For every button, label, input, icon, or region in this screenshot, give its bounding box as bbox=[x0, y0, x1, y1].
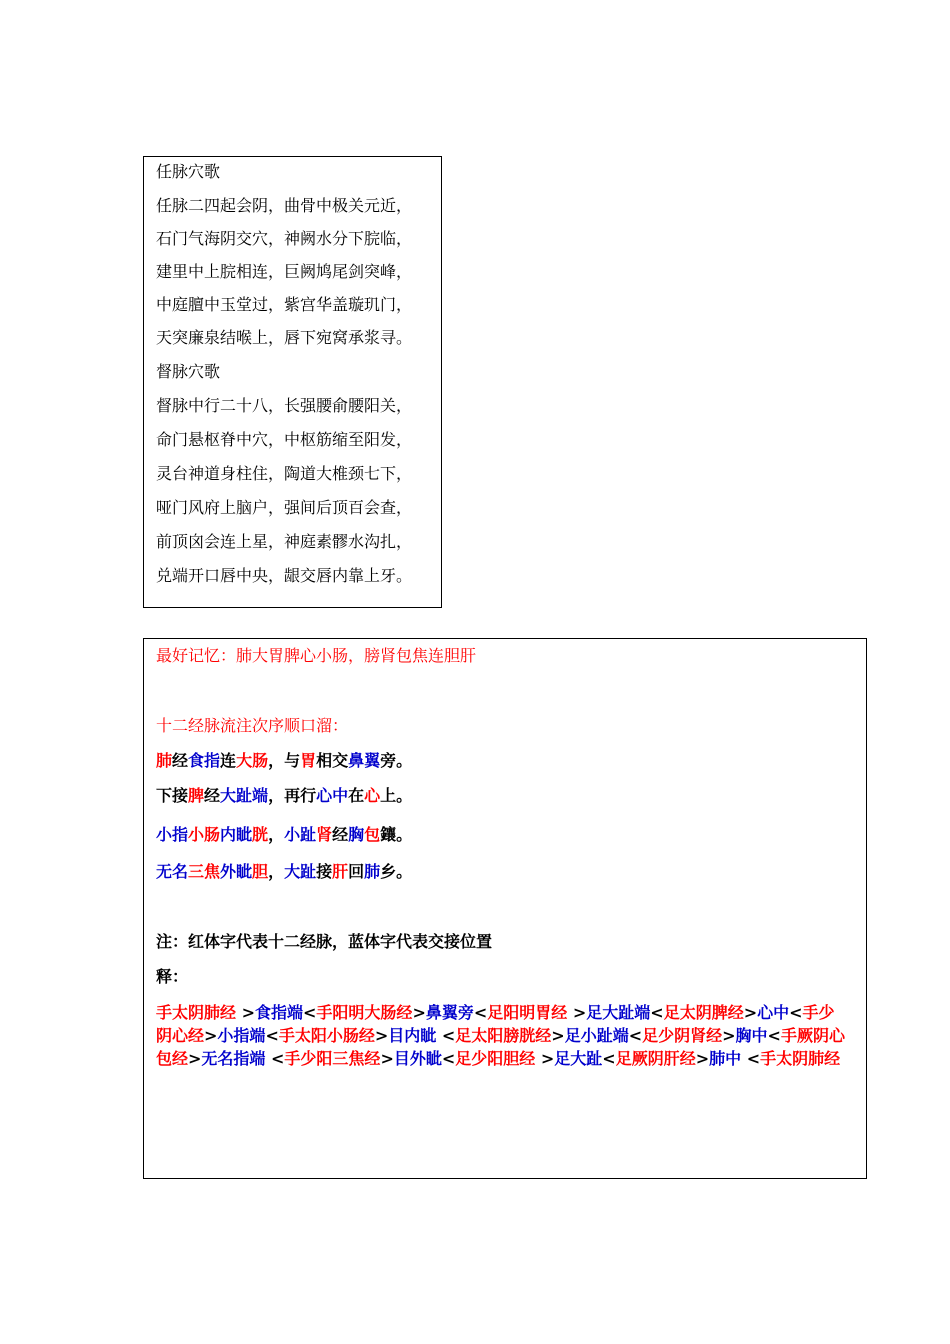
text-segment: 相交 bbox=[316, 751, 349, 770]
junction-term: 内眦 bbox=[220, 825, 253, 844]
junction-term: 肺 bbox=[364, 862, 381, 881]
text-segment: < bbox=[265, 1049, 285, 1068]
meridian-term: 足阳明胃经 bbox=[487, 1003, 568, 1022]
text-segment: < bbox=[602, 1049, 616, 1068]
meridian-term: 足少阳胆经 bbox=[455, 1049, 536, 1068]
text-segment: 回 bbox=[348, 862, 365, 881]
junction-term: 食指 bbox=[188, 751, 221, 770]
text-segment: 经 bbox=[204, 786, 221, 805]
explain-label: 释： bbox=[156, 967, 189, 986]
meridian-term: 肝 bbox=[332, 862, 349, 881]
text-segment: > bbox=[722, 1026, 736, 1045]
du-line-1: 督脉中行二十八，长强腰俞腰阳关， bbox=[156, 396, 413, 415]
meridian-term: 肾 bbox=[316, 825, 333, 844]
junction-term: 目外眦 bbox=[393, 1049, 442, 1068]
meridian-term: 手太阴肺经 bbox=[156, 1003, 237, 1022]
junction-term: 鼻翼旁 bbox=[425, 1003, 474, 1022]
text-segment: > bbox=[551, 1026, 565, 1045]
text-segment: > bbox=[743, 1003, 758, 1022]
rhyme-line-4 bbox=[156, 862, 412, 882]
rhyme-line-1 bbox=[156, 751, 412, 771]
text-segment: 接 bbox=[316, 862, 333, 881]
meridian-term: 足少阴肾经 bbox=[642, 1026, 723, 1045]
meridian-term: 小肠 bbox=[188, 825, 221, 844]
rhyme-title: 十二经脉流注次序顺口溜： bbox=[156, 716, 349, 735]
du-line-4: 哑门风府上脑户，强间后顶百会查， bbox=[156, 498, 413, 517]
meridian-term: 心 bbox=[364, 786, 381, 805]
text-segment: 连 bbox=[220, 751, 237, 770]
meridian-term: 手太阴肺经 bbox=[760, 1049, 841, 1068]
meridian-term: 手厥阴心包经 bbox=[156, 1026, 845, 1068]
du-line-3: 灵台神道身柱住，陶道大椎颈七下， bbox=[156, 464, 413, 483]
junction-term: 小趾 bbox=[284, 825, 317, 844]
text-segment: > bbox=[236, 1003, 255, 1022]
meridian-term: 大肠 bbox=[236, 751, 269, 770]
acupoint-song-box bbox=[143, 156, 442, 608]
text-segment: 下接 bbox=[156, 786, 189, 805]
junction-term: 胸 bbox=[348, 825, 365, 844]
text-segment: 乡。 bbox=[380, 862, 413, 881]
text-segment: > bbox=[412, 1003, 426, 1022]
meridian-term: 脾 bbox=[188, 786, 205, 805]
junction-term: 大趾 bbox=[284, 862, 317, 881]
text-segment: < bbox=[628, 1026, 643, 1045]
text-segment: 旁。 bbox=[380, 751, 413, 770]
text-segment: < bbox=[473, 1003, 488, 1022]
text-segment: 鑲。 bbox=[380, 825, 413, 844]
junction-term: 足大趾 bbox=[554, 1049, 603, 1068]
text-segment: 经 bbox=[172, 751, 189, 770]
text-segment: < bbox=[789, 1003, 803, 1022]
text-segment: 经 bbox=[332, 825, 349, 844]
text-segment: 上。 bbox=[380, 786, 413, 805]
junction-term: 心中 bbox=[757, 1003, 790, 1022]
meridian-term: 足厥阴肝经 bbox=[615, 1049, 696, 1068]
junction-term: 足大趾端 bbox=[586, 1003, 651, 1022]
junction-term: 无名 bbox=[156, 862, 189, 881]
du-line-6: 兑端开口唇中央，龈交唇内靠上牙。 bbox=[156, 566, 413, 585]
junction-term: 心中 bbox=[316, 786, 349, 805]
rhyme-line-2 bbox=[156, 786, 412, 806]
text-segment: < bbox=[303, 1003, 317, 1022]
du-line-2: 命门悬枢脊中穴，中枢筋缩至阳发， bbox=[156, 430, 413, 449]
junction-term: 小指 bbox=[156, 825, 189, 844]
text-segment: ， bbox=[268, 862, 285, 881]
meridian-term: 胆 bbox=[252, 862, 269, 881]
text-segment: > bbox=[567, 1003, 587, 1022]
meridian-term: 胱 bbox=[252, 825, 269, 844]
ren-line-1: 任脉二四起会阴，曲骨中极关元近， bbox=[156, 196, 413, 215]
meridian-box bbox=[143, 638, 867, 1179]
ren-title: 任脉穴歌 bbox=[156, 162, 221, 181]
junction-term: 肺中 bbox=[709, 1049, 742, 1068]
note-line: 注：红体字代表十二经脉，蓝体字代表交接位置 bbox=[156, 932, 493, 951]
junction-term: 胸中 bbox=[735, 1026, 768, 1045]
rhyme-line-3 bbox=[156, 825, 412, 845]
meridian-term: 胃 bbox=[300, 751, 317, 770]
junction-term: 足小趾端 bbox=[564, 1026, 629, 1045]
text-segment: > bbox=[535, 1049, 555, 1068]
ren-line-2: 石门气海阴交穴，神阙水分下脘临， bbox=[156, 229, 413, 248]
text-segment: < bbox=[436, 1026, 456, 1045]
meridian-term: 手阳明大肠经 bbox=[316, 1003, 413, 1022]
meridian-term: 三焦 bbox=[188, 862, 221, 881]
text-segment: < bbox=[265, 1026, 279, 1045]
du-line-5: 前顶囟会连上星，神庭素髎水沟扎， bbox=[156, 532, 413, 551]
junction-term: 小指端 bbox=[217, 1026, 266, 1045]
text-segment: > bbox=[188, 1049, 202, 1068]
ren-line-3: 建里中上脘相连，巨阙鸠尾剑突峰， bbox=[156, 262, 413, 281]
text-segment: > bbox=[695, 1049, 710, 1068]
text-segment: < bbox=[767, 1026, 781, 1045]
meridian-term: 手少阳三焦经 bbox=[284, 1049, 381, 1068]
junction-term: 大趾端 bbox=[220, 786, 269, 805]
junction-term: 食指端 bbox=[255, 1003, 304, 1022]
memory-line: 最好记忆：肺大胃脾心小肠，膀肾包焦连胆肝 bbox=[156, 646, 477, 665]
junction-term: 鼻翼 bbox=[348, 751, 381, 770]
du-title: 督脉穴歌 bbox=[156, 362, 221, 381]
meridian-term: 手太阳小肠经 bbox=[278, 1026, 375, 1045]
text-segment: ，再行 bbox=[268, 786, 317, 805]
text-segment: > bbox=[374, 1026, 389, 1045]
explain-paragraph bbox=[156, 1001, 846, 1070]
text-segment: 在 bbox=[348, 786, 365, 805]
junction-term: 无名指端 bbox=[201, 1049, 266, 1068]
text-segment: < bbox=[650, 1003, 664, 1022]
ren-line-5: 天突廉泉结喉上，唇下宛窝承浆寻。 bbox=[156, 328, 413, 347]
text-segment: > bbox=[204, 1026, 218, 1045]
ren-line-4: 中庭膻中玉堂过，紫宫华盖璇玑门， bbox=[156, 295, 413, 314]
text-segment: < bbox=[441, 1049, 456, 1068]
text-segment: ， bbox=[268, 825, 285, 844]
text-segment: < bbox=[741, 1049, 761, 1068]
junction-term: 目内眦 bbox=[388, 1026, 437, 1045]
text-segment: ，与 bbox=[268, 751, 301, 770]
meridian-term: 足太阴脾经 bbox=[663, 1003, 744, 1022]
meridian-term: 足太阳膀胱经 bbox=[455, 1026, 552, 1045]
meridian-term: 包 bbox=[364, 825, 381, 844]
meridian-term: 肺 bbox=[156, 751, 173, 770]
meridian-term: 手少阴心经 bbox=[156, 1003, 835, 1045]
text-segment: > bbox=[380, 1049, 394, 1068]
junction-term: 外眦 bbox=[220, 862, 253, 881]
